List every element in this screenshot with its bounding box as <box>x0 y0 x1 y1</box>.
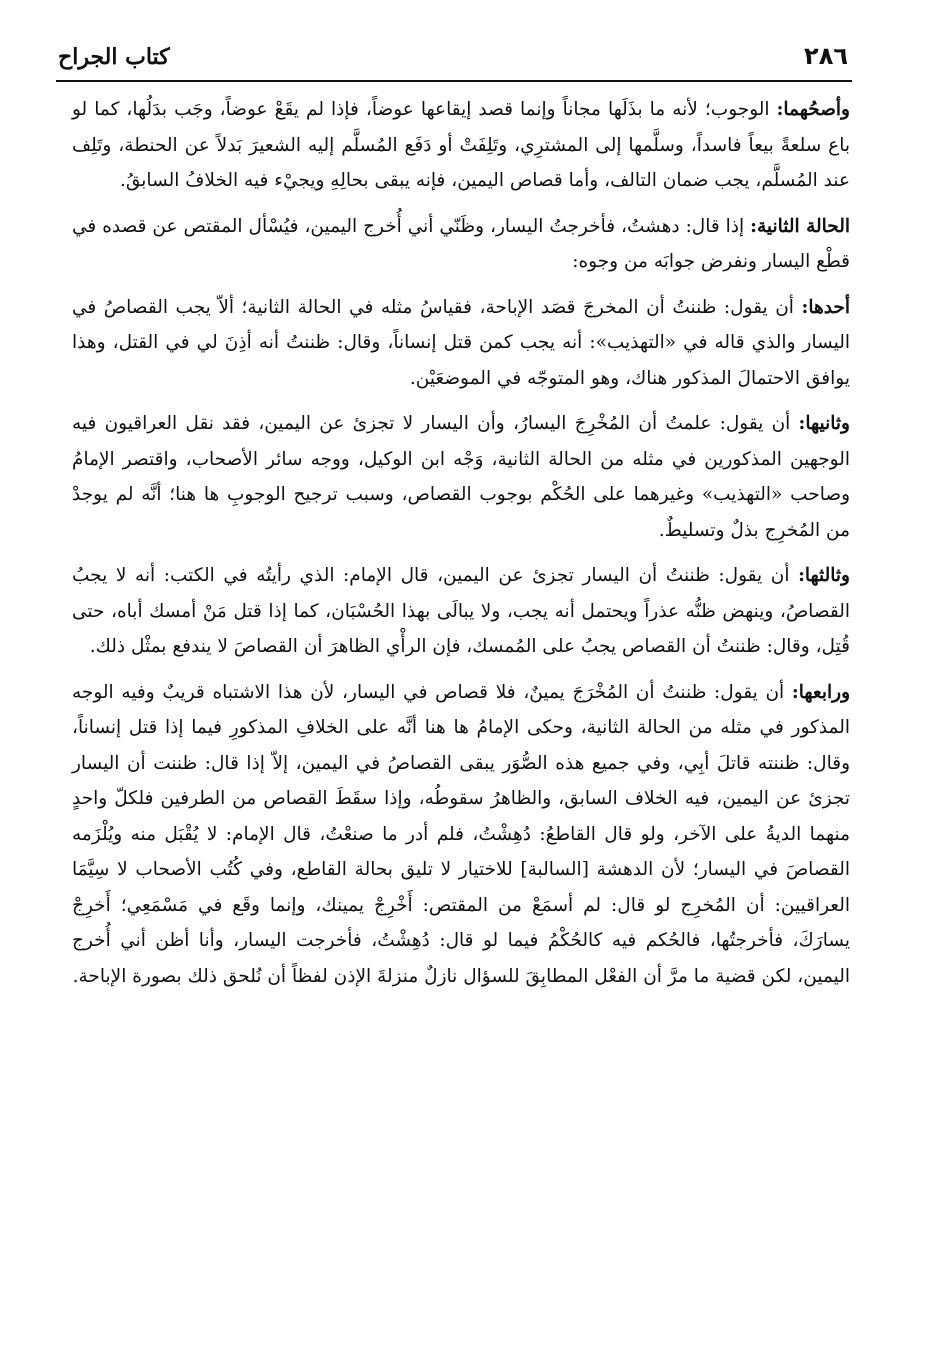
running-title: كتاب الجراح <box>58 44 170 70</box>
paragraph-3-lead: أحدها: <box>801 296 850 318</box>
paragraph-3 <box>72 290 850 397</box>
paragraph-6-text: أن يقول: ظننتُ أن المُخْرَجَ يمينٌ، فلا قصاص في اليسار، لأن هذا الاشتباه قريبٌ وفيه الوجه المذكور في مثله من الحالة الثانية، وحكى الإمامُ ها هنا أنَّه على الخلافِ المذكورِ فيما إذا قتل إنساناً، وقال: ظننته قاتلَ أبِي، وفي جميع هذه الصُّوَر يبقى القصاصُ في اليمين، إلاّ إذا قال: ظننت أن اليسار تجزئ عن اليمين، فيه الخلاف السابق، والظاهرُ سقوطُه، وإذا سقَطَ القصاص من الطرفين فلكلّ واحدٍ منهما الديةُ على الآخر، ولو قال القاطعُ: دُهِشْتُ، فلم أدر ما صنعْتُ، قال الإمام: لا يُقْبَل منه ويُلْزَمه القصاصَ في اليسار؛ لأن الدهشة [السالبة] للاختيار لا تليق بحالة القاطع، وفي كُتُب الأصحاب لا سِيَّمَا العراقيين: أن المُخرِج لو قال: لم أسمَعْ من المقتص: أَخْرِجْ يمينك، وإنما وقَع في مَسْمَعِي؛ أَخرِجْ يسارَكَ، فأخرجتُها، فالحُكم فيه كالحُكْمُ فيما لو قال: دُهِشْتُ، فأخرجت اليسار، وأنا أظن أني أُخرج اليمين، لكن قضية ما مرَّ أن الفعْل المطابِقَ للسؤال نازلٌ منزلةَ الإذن لفظاً أن نُلحق ذلك بصورة الإباحة. <box>72 681 851 987</box>
paragraph-6 <box>72 675 850 995</box>
paragraph-5-lead: وثالثها: <box>798 565 850 586</box>
paragraph-4-lead: وثانيها: <box>798 413 850 434</box>
paragraph-4-text: أن يقول: علمتُ أن المُخْرِجَ اليسارُ، وأن اليسار لا تجزئ عن اليمين، فقد نقل العراقيون فيه الوجهين المذكورين في مثله من الحالة الثانية، وَجْه ابن الوكيل، ووجه سائر الأصحاب، واقتصر الإمامُ وصاحب «التهذيب» وغيرهما على الحُكْم بوجوب القصاص، وسبب ترجيح الوجوبِ ها هنا؛ أنَّه لم يوجدْ من المُخرِج بذلٌ وتسليطٌ. <box>72 413 850 541</box>
paragraph-2-text: إذا قال: دهشتُ، فأخرجتُ اليسار، وظَنّي أني أُخرج اليمين، فيُسْأل المقتص عن قصده في قطْع اليسار ونفرض جوابَه من وجوه: <box>72 215 850 272</box>
paragraph-1 <box>72 92 850 199</box>
page-header <box>58 42 848 82</box>
page-number: ٢٨٦ <box>804 42 848 70</box>
paragraph-5 <box>72 558 850 665</box>
paragraph-2-lead: الحالة الثانية: <box>750 215 851 237</box>
paragraph-6-lead: ورابعها: <box>791 681 850 703</box>
paragraph-5-text: أن يقول: ظننتُ أن اليسار تجزئ عن اليمين، قال الإمام: الذي رأيتُه في الكتب: أنه لا يجبُ القصاصُ، وينهض ظنُّه عذراً ويحتمل أنه يجب، ولا يبالَى بهذا الحُسْبَان، كما إذا قتل مَنْ أمسك أباه، حتى قُتِل، وقال: ظننتُ أن القصاص يجبُ على المُمسك، فإن الرأْي الظاهرَ أن القصاصَ لا يندفع بمثْل ذلك. <box>72 565 850 657</box>
paragraph-1-lead: وأصحُهما: <box>776 99 850 120</box>
header-divider <box>56 80 852 82</box>
body-text <box>72 92 850 1004</box>
paragraph-4 <box>72 406 850 548</box>
paragraph-1-text: الوجوب؛ لأنه ما بذَلَها مجاناً وإنما قصد إيقاعها عوضاً، فإذا لم يقَعْ عوضاً، وجَب بدَلُها، كما لو باع سلعةً بيعاً فاسداً، وسلَّمها إلى المشترِي، وتَلِفَتْ أو دَفَع المُسلَّم إليه الشعيرَ بَدلاً عن الحنطة، وتَلِف عند المُسلَّم، يجب ضمان التالف، وأما قصاص اليمين، فإنه يبقى بحالِهِ ويجيْء فيه الخلافُ السابقُ. <box>72 99 850 191</box>
paragraph-2 <box>72 209 850 280</box>
paragraph-3-text: أن يقول: ظننتُ أن المخرجَ قصَد الإباحة، فقياسُ مثله في الحالة الثانية؛ ألاّ يجب القصاصُ في اليسار والذي قاله في «التهذيب»: أنه يجب كمن قتل إنساناً، وقال: ظننتُ أنه أذِنَ لي في القتل، وهذا يوافق الاحتمالَ المذكور هناك، وهو المتوجّه في الموضعَيْن. <box>72 296 850 389</box>
